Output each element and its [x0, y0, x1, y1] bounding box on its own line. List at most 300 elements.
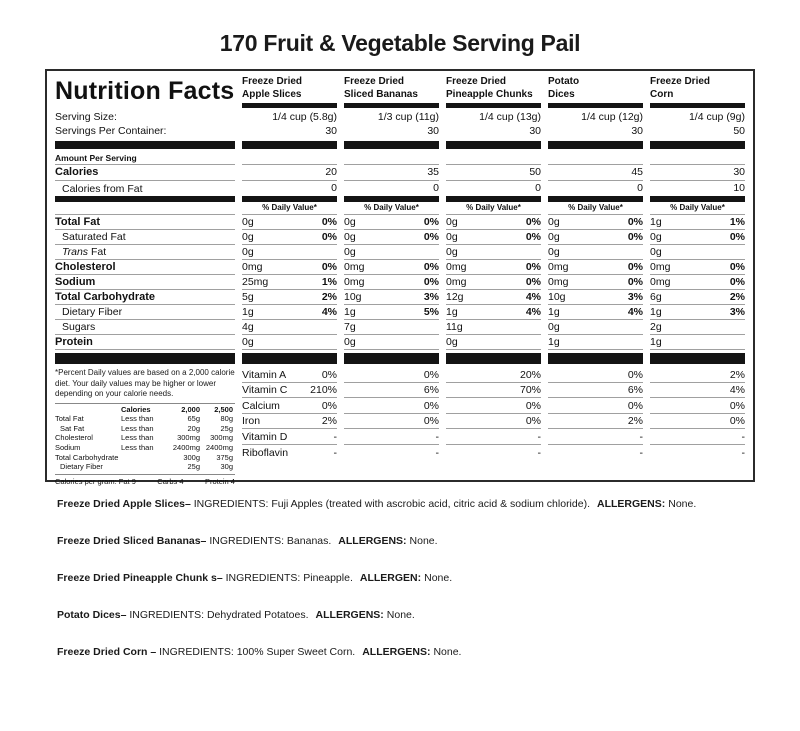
- nutrition-facts-panel: [45, 69, 755, 486]
- nutrient-label: Sugars: [55, 320, 235, 335]
- separator-bar-fill: [548, 141, 643, 149]
- daily-value-header-4: [650, 196, 745, 215]
- daily-value-header-text: % Daily Value*: [446, 202, 541, 215]
- vitamin-value-1: 0%: [344, 368, 439, 383]
- nutrient-value-4: [650, 245, 745, 260]
- serving-size-row-value-0: 1/4 cup (5.8g): [272, 111, 337, 123]
- amount: 10g: [548, 291, 566, 303]
- amount: 0g: [446, 336, 458, 348]
- serving-size-row-value-2: 1/4 cup (13g): [479, 111, 541, 123]
- allergen-label: ALLERGENS:: [597, 498, 666, 510]
- daily-value: 0%: [525, 276, 541, 288]
- calories-from-fat-value-4: 10: [733, 182, 745, 194]
- footnote-table-header: 2,500: [214, 404, 233, 414]
- nutrient-value-2: [446, 320, 541, 335]
- daily-value-header-3: [548, 196, 643, 215]
- nutrient-value-3: [548, 275, 643, 290]
- nutrient-value-3: [548, 245, 643, 260]
- separator-bar: [55, 350, 235, 367]
- nutrient-label: Trans Fat: [55, 245, 235, 260]
- footnote-table-cell: Less than: [121, 414, 154, 424]
- product-name: Freeze Dried Apple Slices–: [57, 498, 191, 510]
- amount: 0mg: [344, 276, 365, 288]
- nutrient-value-2: [446, 335, 541, 350]
- amount: 12g: [446, 291, 464, 303]
- ingredient-text: INGREDIENTS: Pineapple.: [225, 572, 353, 584]
- nutrient-value-1: [344, 245, 439, 260]
- amount: 0g: [548, 321, 560, 333]
- allergen-value: None.: [668, 498, 697, 510]
- nutrient-value-4: [650, 290, 745, 305]
- separator-bar-fill: [446, 353, 541, 364]
- amount: 0g: [446, 231, 458, 243]
- daily-value: 0%: [627, 216, 643, 228]
- header-underline-bar: [650, 103, 745, 108]
- amount-per-serving-row: [55, 152, 745, 165]
- separator-bar: [242, 138, 337, 152]
- amount: 1g: [548, 306, 560, 318]
- amount: 2g: [650, 321, 662, 333]
- product-name: Freeze Dried Sliced Bananas–: [57, 535, 207, 547]
- footnote-table: [55, 403, 235, 472]
- nutrient-value-2: [446, 260, 541, 275]
- nutrient-value-1: [344, 335, 439, 350]
- separator-bar: [446, 138, 541, 152]
- footnote-table-cell: 30g: [220, 462, 233, 472]
- footnote-table-cell: Less than: [121, 443, 154, 453]
- nutrient-row-protein: [55, 335, 745, 350]
- vitamin-row-riboflavin: [242, 446, 337, 460]
- servings-per-container-row-value-2: 30: [529, 125, 541, 137]
- footnote-table-cell: [121, 453, 167, 463]
- nutrient-label: Protein: [55, 335, 235, 350]
- allergen-label: ALLERGENS:: [362, 646, 431, 658]
- daily-value: 0%: [321, 231, 337, 243]
- thick-separator-row: [55, 138, 745, 152]
- nutrient-label: Saturated Fat: [55, 230, 235, 245]
- nutrient-value-2: [446, 230, 541, 245]
- amount-per-serving-label: Amount Per Serving: [55, 152, 235, 165]
- separator-bar-fill: [242, 353, 337, 364]
- vitamin-row-vitamin-d: [242, 430, 337, 445]
- vitamin-value-2: 0%: [446, 414, 541, 429]
- nutrient-value-3: [548, 230, 643, 245]
- separator-bar-fill: [650, 141, 745, 149]
- daily-value: 0%: [525, 261, 541, 273]
- vitamin-row-vitamin-a: [242, 368, 337, 383]
- footnote-table-cell: 20g: [187, 423, 200, 433]
- footnote-table-cell: Total Fat: [55, 414, 84, 424]
- daily-value: 0%: [729, 276, 745, 288]
- vitamin-value-4: 4%: [650, 383, 745, 398]
- nutrient-value-3: [548, 260, 643, 275]
- calories-per-gram-item: Calories per gram: Fat 9: [55, 476, 136, 486]
- product-name: Potato Dices–: [57, 609, 127, 621]
- footnote: [55, 367, 235, 486]
- vitamin-value-1: 0%: [344, 399, 439, 414]
- product-name: Potato Dices: [548, 76, 580, 100]
- amount: 0g: [446, 246, 458, 258]
- daily-value: 0%: [321, 216, 337, 228]
- footnote-table-cell: 300g: [183, 452, 200, 462]
- daily-value: 0%: [627, 231, 643, 243]
- ingredients-section: [57, 498, 800, 659]
- allergen-value: None.: [433, 646, 462, 658]
- nutrient-row-sugars: [55, 320, 745, 335]
- amount: 6g: [650, 291, 662, 303]
- nutrient-value-2: [446, 275, 541, 290]
- vitamin-value-1: 6%: [344, 383, 439, 398]
- calories-from-fat-value-1: 0: [433, 182, 439, 194]
- column-header-4: [650, 76, 745, 108]
- ingredient-text: INGREDIENTS: Bananas.: [209, 535, 332, 547]
- daily-value: 3%: [729, 306, 745, 318]
- amount: 1g: [650, 306, 662, 318]
- panel-header-row: [55, 76, 745, 108]
- serving-size-row-label: Serving Size:: [55, 111, 117, 123]
- nutrient-value-3: [548, 335, 643, 350]
- serving-size-row-value-3: 1/4 cup (12g): [581, 111, 643, 123]
- vitamin-value-0: -: [333, 430, 337, 443]
- calories-value-4: 30: [650, 165, 745, 181]
- vitamins-section: [55, 367, 745, 486]
- column-header-3: [548, 76, 643, 108]
- daily-value: 4%: [525, 291, 541, 303]
- ingredient-text: INGREDIENTS: 100% Super Sweet Corn.: [159, 646, 356, 658]
- daily-value: 3%: [627, 291, 643, 303]
- column-header-2: [446, 76, 541, 108]
- vitamin-value-2: -: [446, 430, 541, 445]
- daily-value: 0%: [525, 216, 541, 228]
- footnote-table-cell: Cholesterol: [55, 433, 93, 443]
- serving-size-row-value-4: 1/4 cup (9g): [688, 111, 745, 123]
- amount: 0mg: [344, 261, 365, 273]
- separator-bar-fill: [650, 353, 745, 364]
- daily-value-header-text: % Daily Value*: [650, 202, 745, 215]
- amount: 0g: [344, 231, 356, 243]
- vitamin-value-3: -: [548, 430, 643, 445]
- footnote-table-cell: Dietary Fiber: [60, 462, 103, 472]
- nutrient-label: Cholesterol: [55, 260, 235, 275]
- amount: 1g: [650, 216, 662, 228]
- allergen-value: None.: [409, 535, 438, 547]
- daily-value: 0%: [321, 261, 337, 273]
- nutrient-value-1: [344, 275, 439, 290]
- nutrition-label-page: [0, 30, 800, 731]
- footnote-table-cell: 25g: [220, 423, 233, 433]
- daily-value-header-spacer: [55, 196, 235, 215]
- vitamin-value-1: -: [344, 430, 439, 445]
- servings-per-container-row-value-0: 30: [325, 125, 337, 137]
- nutrient-value-3: [548, 215, 643, 230]
- nutrient-row-total-fat: [55, 215, 745, 230]
- vitamin-value-4: -: [741, 447, 745, 459]
- separator-bar: [650, 138, 745, 152]
- amount: 10g: [344, 291, 362, 303]
- product-name: Freeze Dried Corn –: [57, 646, 157, 658]
- footnote-table-cell: 375g: [216, 452, 233, 462]
- separator-bar-fill: [55, 353, 235, 364]
- vitamin-value-3: 0%: [548, 399, 643, 414]
- footnote-table-cell: 25g: [187, 462, 200, 472]
- vitamin-value-4: 0%: [650, 399, 745, 414]
- vitamin-label: Iron: [242, 415, 261, 427]
- nutrient-value-0: [242, 320, 337, 335]
- daily-value-header-text: % Daily Value*: [548, 202, 643, 215]
- daily-value-header-1: [344, 196, 439, 215]
- amount: 0g: [548, 231, 560, 243]
- calories-from-fat-value-2: 0: [535, 182, 541, 194]
- calories-from-fat-value-0: 0: [331, 182, 337, 194]
- nutrient-value-4: [650, 230, 745, 245]
- amount: 0mg: [650, 276, 671, 288]
- amount: 0g: [242, 231, 254, 243]
- amount: 4g: [242, 321, 254, 333]
- nutrient-value-1: [344, 290, 439, 305]
- amount: 0mg: [650, 261, 671, 273]
- vitamin-value-2: -: [537, 447, 541, 459]
- nutrient-value-2: [446, 245, 541, 260]
- footnote-content: [55, 368, 235, 486]
- product-name: Freeze Dried Pineapple Chunks: [446, 76, 533, 100]
- allergen-value: None.: [386, 609, 415, 621]
- amount: 0g: [650, 246, 662, 258]
- amount: 0g: [242, 216, 254, 228]
- nutrient-value-0: [242, 305, 337, 320]
- ingredient-line-potato-dices: [57, 609, 800, 622]
- servings-per-container-row-value-4: 50: [733, 125, 745, 137]
- servings-per-container-row: [55, 124, 745, 138]
- amount: 0g: [242, 246, 254, 258]
- nutrient-value-1: [344, 230, 439, 245]
- amount: 0g: [344, 336, 356, 348]
- amount: 0mg: [548, 276, 569, 288]
- separator-bar: [650, 350, 745, 367]
- calories-per-gram-item: Carbs 4: [157, 476, 184, 486]
- amount: 7g: [344, 321, 356, 333]
- amount: 0mg: [242, 261, 263, 273]
- amount: 0g: [242, 336, 254, 348]
- vitamin-value-0: 210%: [310, 384, 337, 396]
- vitamin-value-4: -: [650, 430, 745, 445]
- daily-value-header-row: [55, 196, 745, 215]
- separator-bar-fill: [55, 141, 235, 149]
- vitamin-value-0: 2%: [321, 415, 337, 427]
- daily-value-header-2: [446, 196, 541, 215]
- amount: 5g: [242, 291, 254, 303]
- header-underline-bar: [242, 103, 337, 108]
- ingredient-line-apple-slices: [57, 498, 800, 511]
- nutrient-value-0: [242, 215, 337, 230]
- footnote-table-cell: [121, 462, 167, 472]
- daily-value: 0%: [423, 276, 439, 288]
- daily-value: 5%: [423, 306, 439, 318]
- serving-size-row: [55, 110, 745, 124]
- footnote-table-header: [55, 405, 121, 415]
- daily-value: 0%: [627, 261, 643, 273]
- allergen-label: ALLERGEN:: [359, 572, 422, 584]
- vitamin-value-3: 2%: [548, 414, 643, 429]
- vitamin-value-0: -: [333, 447, 337, 459]
- servings-per-container-row-label: Servings Per Container:: [55, 125, 167, 137]
- vitamin-value-4: 2%: [650, 368, 745, 383]
- daily-value: 2%: [729, 291, 745, 303]
- footnote-table-cell: Less than: [121, 423, 154, 433]
- footnote-table-cell: Sodium: [55, 443, 81, 453]
- daily-value: 2%: [321, 291, 337, 303]
- vitamin-value-3: 6%: [548, 383, 643, 398]
- footnote-table-cell: 2400mg: [205, 443, 233, 453]
- calories-label: Calories: [55, 165, 235, 181]
- header-underline-bar: [548, 103, 643, 108]
- separator-bar-fill: [242, 141, 337, 149]
- ingredient-line-pineapple-chunks: [57, 572, 800, 585]
- nutrient-row-trans-fat: [55, 245, 745, 260]
- nutrient-label: Sodium: [55, 275, 235, 290]
- amount: 25mg: [242, 276, 269, 288]
- separator-bar-fill: [548, 353, 643, 364]
- nutrient-value-4: [650, 215, 745, 230]
- footnote-text: *Percent Daily values are based on a 2,000 calorie diet. Your daily values may be higher or lower depending on your calorie needs.: [55, 368, 235, 399]
- calories-value-3: 45: [548, 165, 643, 181]
- daily-value: 0%: [525, 231, 541, 243]
- separator-bar-fill: [344, 353, 439, 364]
- daily-value: 4%: [627, 306, 643, 318]
- nutrition-facts-title: [55, 76, 235, 104]
- nutrient-value-4: [650, 335, 745, 350]
- footnote-table-cell: 2400mg: [172, 443, 200, 453]
- calories-per-gram: [55, 474, 235, 486]
- daily-value: 0%: [729, 231, 745, 243]
- allergen-value: None.: [424, 572, 453, 584]
- separator-bar-fill: [344, 141, 439, 149]
- vitamin-value-1: -: [435, 447, 439, 459]
- amount: 0mg: [446, 276, 467, 288]
- separator-bar-fill: [446, 141, 541, 149]
- amount: 1g: [344, 306, 356, 318]
- footnote-table-cell: 80g: [220, 414, 233, 424]
- daily-value: 1%: [729, 216, 745, 228]
- separator-bar: [55, 138, 235, 152]
- nutrient-value-1: [344, 305, 439, 320]
- nutrient-value-0: [242, 335, 337, 350]
- page-title: 170 Fruit & Vegetable Serving Pail: [219, 30, 581, 56]
- vitamin-row-iron: [242, 414, 337, 429]
- nutrient-value-1: [344, 215, 439, 230]
- daily-value: 4%: [321, 306, 337, 318]
- product-name: Freeze Dried Sliced Bananas: [344, 76, 418, 100]
- ingredient-line-sliced-bananas: [57, 535, 800, 548]
- calories-from-fat-label: Calories from Fat: [62, 183, 143, 195]
- amount: 0g: [344, 246, 356, 258]
- vitamin-row-vitamin-c: [242, 383, 337, 398]
- allergen-label: ALLERGENS:: [315, 609, 384, 621]
- footnote-table-cell: Less than: [121, 433, 154, 443]
- footnote-table-cell: 300mg: [210, 433, 233, 443]
- amount: 1g: [446, 306, 458, 318]
- nutrient-value-0: [242, 260, 337, 275]
- product-name: Freeze Dried Corn: [650, 76, 711, 100]
- column-header-1: [344, 76, 439, 108]
- daily-value: 1%: [321, 276, 337, 288]
- product-name: Freeze Dried Pineapple Chunk s–: [57, 572, 223, 584]
- nutrient-value-4: [650, 275, 745, 290]
- vitamin-value-2: 0%: [446, 399, 541, 414]
- vitamin-value-3: -: [639, 447, 643, 459]
- separator-bar: [344, 138, 439, 152]
- header-underline-bar: [344, 103, 439, 108]
- footnote-table-header: 2,000: [181, 404, 200, 414]
- ingredient-text: INGREDIENTS: Dehydrated Potatoes.: [129, 609, 309, 621]
- header-underline-bar: [446, 103, 541, 108]
- nutrient-value-0: [242, 230, 337, 245]
- column-header-0: [242, 76, 337, 108]
- nutrient-value-1: [344, 260, 439, 275]
- vitamin-value-0: 0%: [321, 399, 337, 412]
- product-name: Freeze Dried Apple Slices: [242, 76, 303, 100]
- amount: 11g: [446, 321, 463, 333]
- vitamin-value-3: 0%: [548, 368, 643, 383]
- ingredient-line-corn: [57, 646, 800, 659]
- calories-per-gram-item: Protein 4: [204, 476, 235, 486]
- nutrient-value-3: [548, 320, 643, 335]
- nutrient-row-sodium: [55, 275, 745, 290]
- daily-value: 0%: [729, 261, 745, 273]
- amount: 0mg: [548, 261, 569, 273]
- nutrient-value-2: [446, 290, 541, 305]
- daily-value: 3%: [423, 291, 439, 303]
- spacer: [55, 202, 235, 215]
- amount: 1g: [650, 336, 662, 348]
- calories-from-fat-row: [55, 181, 745, 196]
- nutrient-row-dietary-fiber: [55, 305, 745, 320]
- vitamin-value-1: 0%: [344, 414, 439, 429]
- calories-value-2: 50: [446, 165, 541, 181]
- amount: 0mg: [446, 261, 467, 273]
- nutrient-value-2: [446, 215, 541, 230]
- nutrient-value-3: [548, 290, 643, 305]
- footnote-table-cell: Total Carbohydrate: [55, 452, 119, 462]
- amount: 1g: [548, 336, 560, 348]
- vitamin-row-calcium: [242, 399, 337, 414]
- ingredient-text: INGREDIENTS: Fuji Apples (treated with ascrobic acid, citric acid & sodium chloride).: [193, 498, 590, 510]
- nutrient-label: Total Fat: [55, 215, 235, 230]
- nutrient-value-0: [242, 275, 337, 290]
- amount: 0g: [344, 216, 356, 228]
- vitamin-value-2: 20%: [446, 368, 541, 383]
- serving-size-row-value-1: 1/3 cup (11g): [377, 111, 439, 123]
- footnote-table-cell: 65g: [187, 414, 200, 424]
- nutrition-facts-title-text: Nutrition Facts: [55, 77, 235, 105]
- separator-bar: [446, 350, 541, 367]
- nutrient-value-4: [650, 320, 745, 335]
- nutrient-value-2: [446, 305, 541, 320]
- nutrient-row-total-carbohydrate: [55, 290, 745, 305]
- calories-row: [55, 165, 745, 181]
- vitamin-label: Calcium: [242, 399, 280, 412]
- footnote-table-cell: Sat Fat: [60, 423, 85, 433]
- vitamin-value-2: 70%: [446, 383, 541, 398]
- amount: 0g: [548, 216, 560, 228]
- amount: 1g: [242, 306, 254, 318]
- daily-value: 0%: [423, 231, 439, 243]
- footnote-table-header: Calories: [121, 404, 151, 414]
- nutrient-value-3: [548, 305, 643, 320]
- footnote-table-cell: 300mg: [177, 433, 200, 443]
- separator-bar: [344, 350, 439, 367]
- nutrient-value-0: [242, 290, 337, 305]
- nutrient-value-4: [650, 305, 745, 320]
